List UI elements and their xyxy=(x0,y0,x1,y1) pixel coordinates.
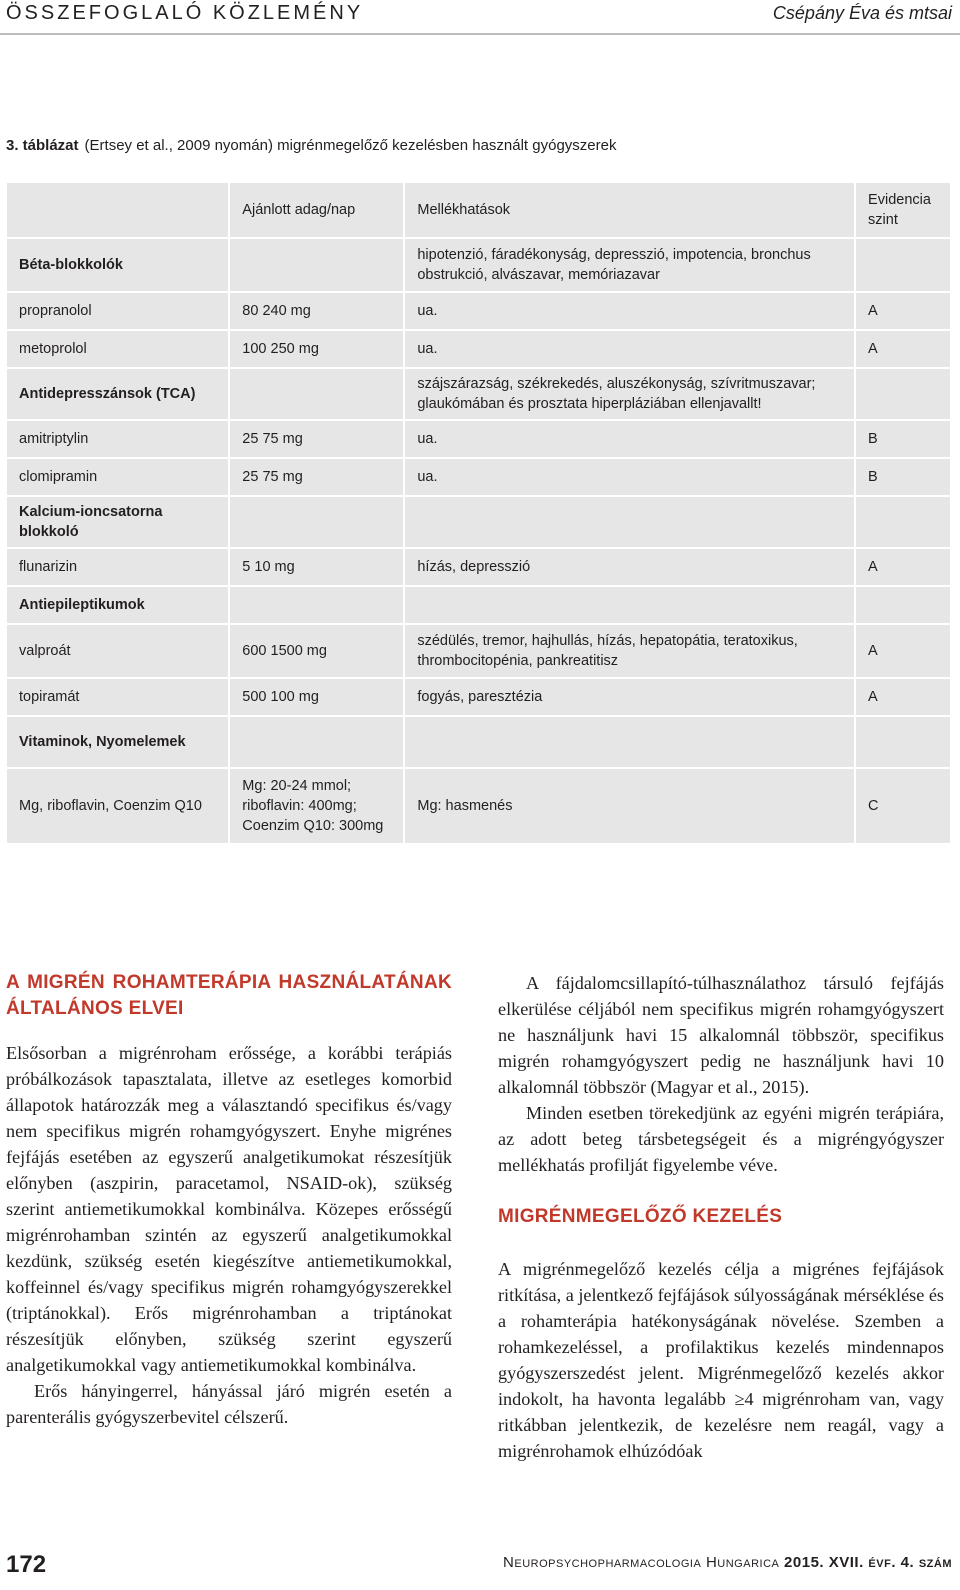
table-cell: fogyás, paresztézia xyxy=(405,679,854,715)
table-cell: ua. xyxy=(405,293,854,329)
drug-table xyxy=(5,181,952,845)
left-text-column xyxy=(6,970,452,1430)
table-cell xyxy=(230,239,403,291)
journal-footer xyxy=(503,1554,952,1571)
table-cell: ua. xyxy=(405,331,854,367)
table-cell xyxy=(230,497,403,547)
table-cell: clomipramin xyxy=(7,459,228,495)
paragraph: A migrénmegelőző kezelés célja a migrénes fejfájások ritkítása, a jelentkező fejfájások súlyosságának mérséklése és a rohamterápia hatékonyságának növelése. Szemben a rohamkezeléssel, a profilaktikus kezelés mindennapos gyógyszerszedést jelent. Migrénmegelőző kezelés akkor indokolt, ha havonta legalább ≥4 migrénroham van, vagy ritkábban jelentkezik, de kezelésre nem reagál, vagy a migrénrohamok elhúzódóak xyxy=(498,1259,944,1461)
table-header-cell xyxy=(7,183,228,237)
section-title-megelozo: MIGRÉNMEGELŐZŐ KEZELÉS xyxy=(498,1206,783,1227)
table-cell: flunarizin xyxy=(7,549,228,585)
table-cell xyxy=(856,587,950,623)
table-cell xyxy=(405,497,854,547)
running-header xyxy=(0,0,960,30)
table-cell: A xyxy=(856,293,950,329)
table-cell: ua. xyxy=(405,421,854,457)
table-cell: Mg: hasmenés xyxy=(405,769,854,843)
table-cell xyxy=(856,497,950,547)
header-authors: Csépány Éva és mtsai xyxy=(772,3,952,23)
table-cell xyxy=(405,717,854,767)
table-caption-label: 3. táblázat xyxy=(6,137,79,154)
table-cell: Vitaminok, Nyomelemek xyxy=(7,717,228,767)
table-row xyxy=(7,549,950,585)
table-cell: szédülés, tremor, hajhullás, hízás, hepatopátia, teratoxikus, thrombocitopénia, pankreatitisz xyxy=(405,625,854,677)
table-cell xyxy=(856,717,950,767)
table-cell: 80 240 mg xyxy=(230,293,403,329)
table-cell xyxy=(230,369,403,419)
table-cell: valproát xyxy=(7,625,228,677)
table-caption xyxy=(6,137,616,154)
table-cell: B xyxy=(856,421,950,457)
table-cell: 25 75 mg xyxy=(230,459,403,495)
paragraph: Minden esetben törekedjünk az egyéni migrén terápiára, az adott beteg társbetegségeit és a migréngyógyszer mellékhatás profilját figyelembe véve. xyxy=(498,1103,944,1175)
table-row xyxy=(7,625,950,677)
paragraph: Elsősorban a migrénroham erőssége, a korábbi terápiás próbálkozások tapasztalata, illetve az esetleges komorbid állapotok határozzák meg a választandó specifikus és/vagy nem specifikus migrén rohamgyógyszert. Enyhe migrénes fejfájás esetében az egyszerű analgetikumokat részesítjük előnyben (aszpirin, paracetamol, NSAID-ok), szükség szerint antiemetikumokkal kombinálva. Közepes erősségű migrénrohamban szintén az egyszerű analgetikumokkal kezdünk, szükség esetén kiegészítve antiemetikumokkal, koffeinnel és/vagy specifikus migrén rohamgyógyszerekkel (triptánokkal). Erős migrénrohamban a triptánokat részesítjük előnyben, szükség szerint egyszerű analgetikumokkal vagy antiemetikumokkal kombinálva. xyxy=(6,1043,452,1375)
table-cell: 25 75 mg xyxy=(230,421,403,457)
table-cell: A xyxy=(856,679,950,715)
table-cell xyxy=(405,587,854,623)
table-group-row xyxy=(7,239,950,291)
table-group-row xyxy=(7,369,950,419)
table-cell: A xyxy=(856,625,950,677)
table-cell: B xyxy=(856,459,950,495)
table-header-cell: Ajánlott adag/nap xyxy=(230,183,403,237)
right-text-column xyxy=(498,970,944,1464)
table-cell xyxy=(856,239,950,291)
table-body xyxy=(7,239,950,843)
journal-name: Neuropsychopharmacologia Hungarica xyxy=(503,1554,780,1571)
table-header-cell: Mellékhatások xyxy=(405,183,854,237)
table-row xyxy=(7,459,950,495)
journal-issue: 2015. XVII. évf. 4. szám xyxy=(784,1554,952,1571)
page-number: 172 xyxy=(6,1551,47,1578)
table-cell: szájszárazság, székrekedés, aluszékonyság, szívritmuszavar; glaukómában és prosztata hiperpláziában ellenjavallt! xyxy=(405,369,854,419)
table-cell: A xyxy=(856,331,950,367)
section-title-rohamterapia: A MIGRÉN ROHAMTERÁPIA HASZNÁLATÁNAK ÁLTALÁNOS ELVEI xyxy=(6,972,452,1019)
table-cell: 100 250 mg xyxy=(230,331,403,367)
table-cell: A xyxy=(856,549,950,585)
table-cell: metoprolol xyxy=(7,331,228,367)
table-cell: Antiepileptikumok xyxy=(7,587,228,623)
table-header-cell: Evidencia szint xyxy=(856,183,950,237)
table-cell: propranolol xyxy=(7,293,228,329)
table-row xyxy=(7,331,950,367)
table-cell: Béta-blokkolók xyxy=(7,239,228,291)
table-cell: Mg: 20-24 mmol; riboflavin: 400mg; Coenzim Q10: 300mg xyxy=(230,769,403,843)
table-cell: 5 10 mg xyxy=(230,549,403,585)
header-section-title: ÖSSZEFOGLALÓ KÖZLEMÉNY xyxy=(6,2,364,24)
table-cell: C xyxy=(856,769,950,843)
paragraph: Erős hányingerrel, hányással járó migrén esetén a parenterális gyógyszerbevitel célszerű. xyxy=(6,1381,452,1427)
table-header-row xyxy=(7,183,950,237)
table-cell: ua. xyxy=(405,459,854,495)
table-cell: Mg, riboflavin, Coenzim Q10 xyxy=(7,769,228,843)
table-cell: amitriptylin xyxy=(7,421,228,457)
table-cell: hipotenzió, fáradékonyság, depresszió, impotencia, bronchus obstrukció, alvászavar, memóriazavar xyxy=(405,239,854,291)
table-cell: Kalcium-ioncsatorna blokkoló xyxy=(7,497,228,547)
table-row xyxy=(7,769,950,843)
table-cell xyxy=(230,587,403,623)
table-cell: hízás, depresszió xyxy=(405,549,854,585)
table-group-row xyxy=(7,587,950,623)
table-group-row xyxy=(7,717,950,767)
table-cell xyxy=(856,369,950,419)
table-cell xyxy=(230,717,403,767)
table-row xyxy=(7,679,950,715)
table-cell: topiramát xyxy=(7,679,228,715)
table-row xyxy=(7,293,950,329)
table-cell: Antidepresszánsok (TCA) xyxy=(7,369,228,419)
table-group-row xyxy=(7,497,950,547)
table-cell: 500 100 mg xyxy=(230,679,403,715)
table-row xyxy=(7,421,950,457)
paragraph: A fájdalomcsillapító-túlhasználathoz társuló fejfájás elkerülése céljából nem specifikus migrén rohamgyógyszert ne használjunk havi 15 alkalomnál többször, specifikus migrén rohamgyógyszert pedig ne használjunk havi 10 alkalomnál többször (Magyar et al., 2015). xyxy=(498,973,944,1097)
table-cell: 600 1500 mg xyxy=(230,625,403,677)
header-rule xyxy=(0,33,960,35)
table-caption-text: (Ertsey et al., 2009 nyomán) migrénmegelőző kezelésben használt gyógyszerek xyxy=(84,137,617,154)
